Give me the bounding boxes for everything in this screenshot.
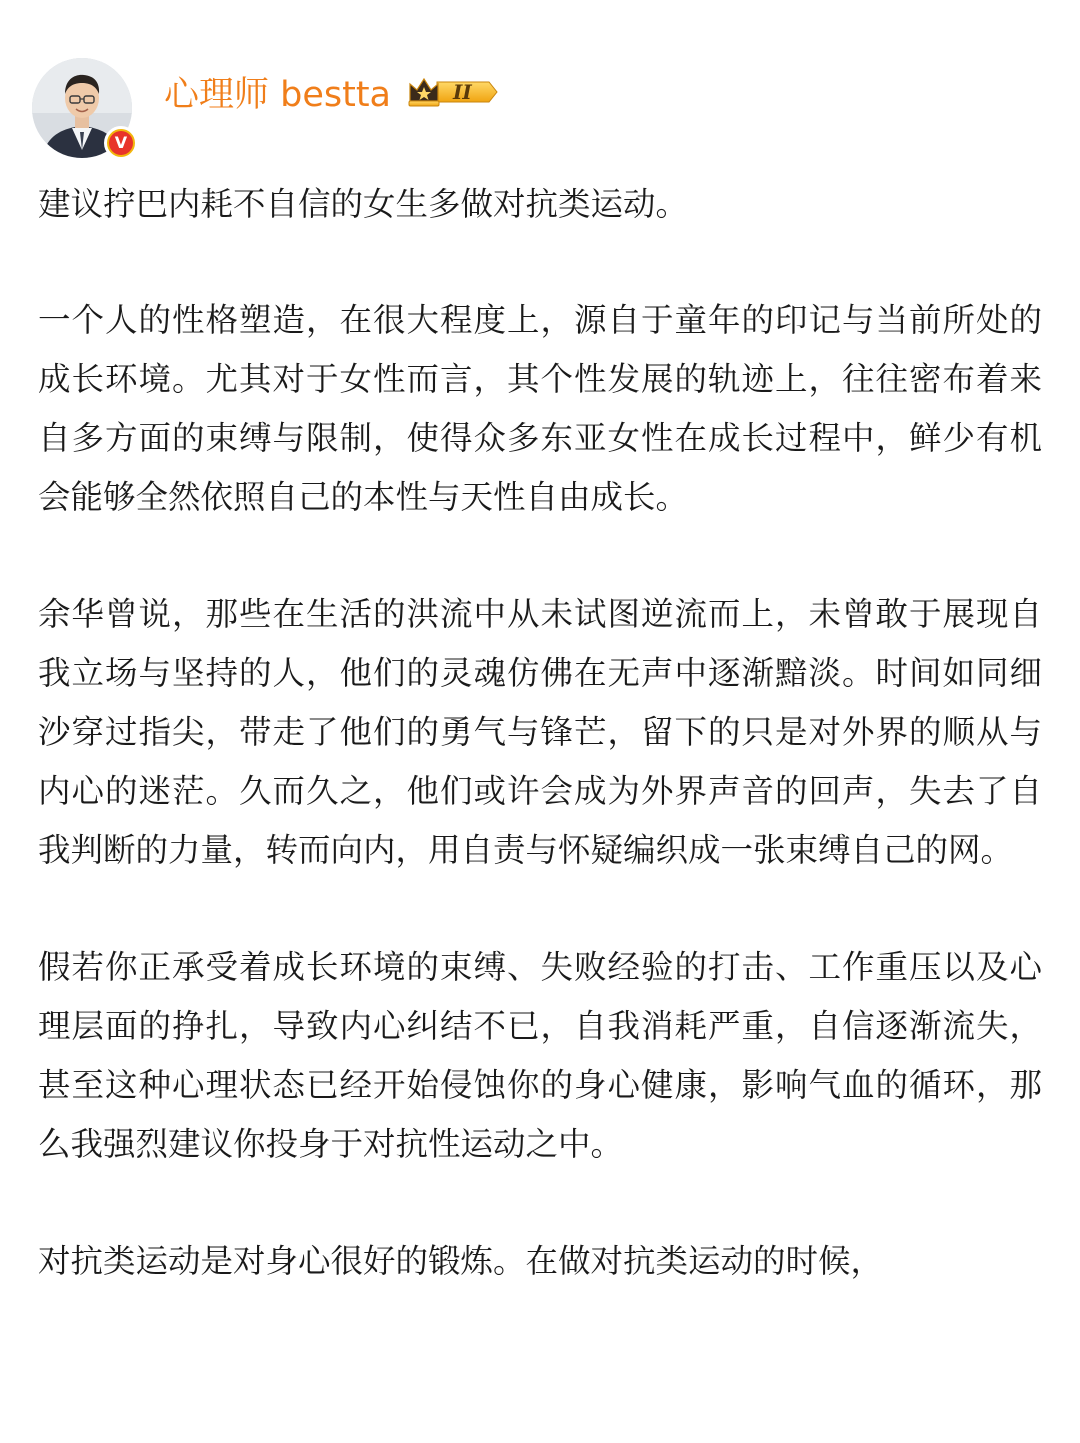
- post-body: [38, 175, 1042, 1349]
- post-header: [32, 58, 1048, 162]
- post-paragraph: 假若你正承受着成长环境的束缚、失败经验的打击、工作重压以及心理层面的挣扎，导致内心纠结不已，自我消耗严重，自信逐渐流失，甚至这种心理状态已经开始侵蚀你的身心健康，影响气血的循环，那么我强烈建议你投身于对抗性运动之中。: [38, 948, 1042, 1163]
- level-badge-text: II: [453, 80, 472, 104]
- post-paragraph: 余华曾说，那些在生活的洪流中从未试图逆流而上，未曾敢于展现自我立场与坚持的人，他们的灵魂仿佛在无声中逐渐黯淡。时间如同细沙穿过指尖，带走了他们的勇气与锋芒，留下的只是对外界的顺从与内心的迷茫。久而久之，他们或许会成为外界声音的回声，失去了自我判断的力量，转而向内，用自责与怀疑编织成一张束缚自己的网。: [38, 595, 1042, 869]
- post-paragraph: 建议拧巴内耗不自信的女生多做对抗类运动。: [38, 185, 689, 223]
- verified-v-icon: [104, 126, 138, 160]
- post-paragraph: 对抗类运动是对身心很好的锻炼。在做对抗类运动的时候，: [38, 1242, 884, 1280]
- username[interactable]: 心理师 bestta: [164, 75, 392, 115]
- verified-letter: V: [109, 131, 133, 155]
- post-paragraph: 一个人的性格塑造，在很大程度上，源自于童年的印记与当前所处的成长环境。尤其对于女性而言，其个性发展的轨迹上，往往密布着来自多方面的束缚与限制，使得众多东亚女性在成长过程中，鲜少有机会能够全然依照自己的本性与天性自由成长。: [38, 301, 1042, 516]
- username-row: [164, 68, 518, 116]
- level-badge[interactable]: [407, 75, 518, 109]
